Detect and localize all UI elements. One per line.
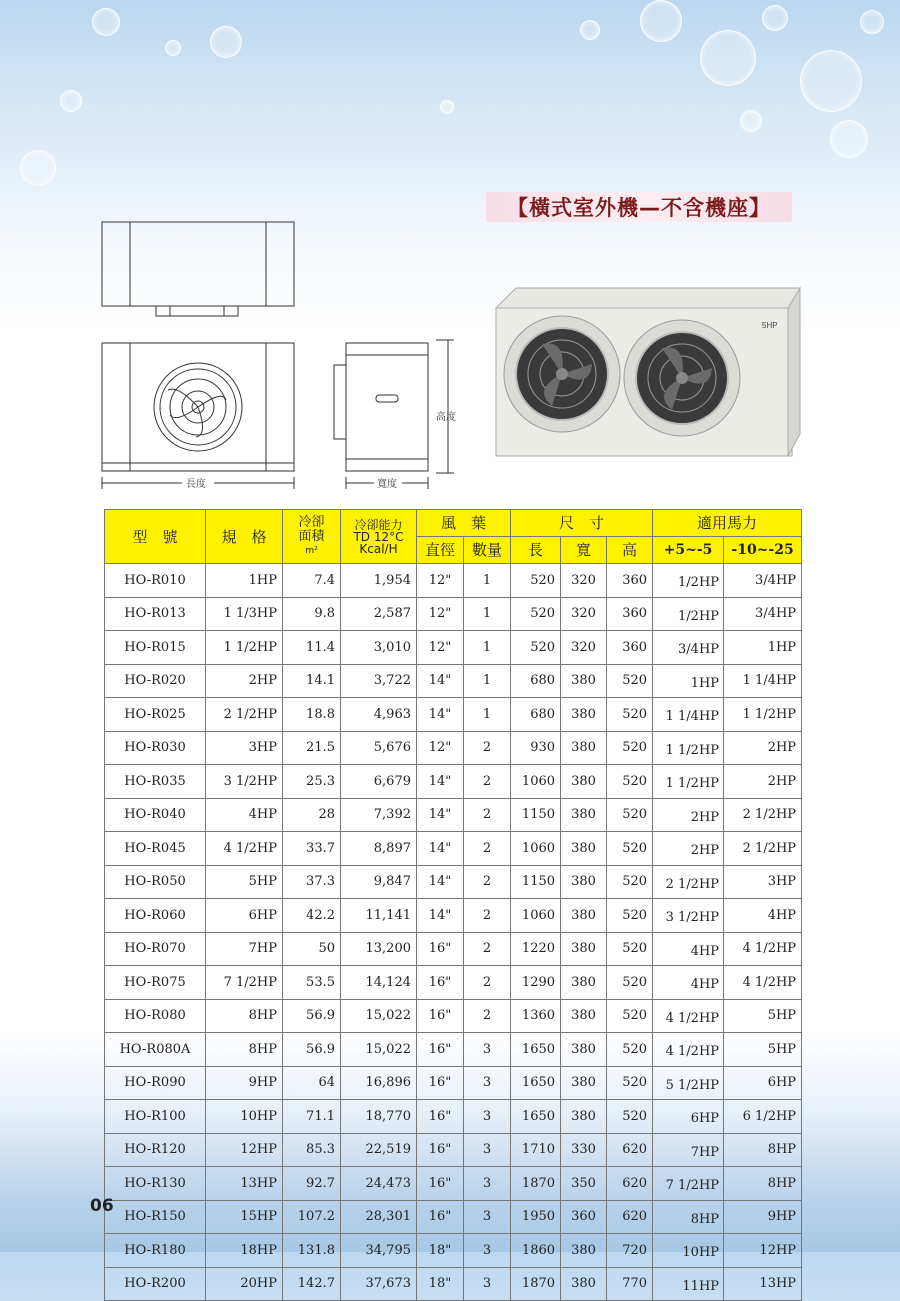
cell-fan-quantity: 3	[464, 1100, 511, 1134]
table-row	[105, 698, 802, 732]
cell-fan-diameter: 16"	[417, 1133, 464, 1167]
cell-area: 64	[283, 1066, 341, 1100]
cell-length: 1650	[511, 1100, 561, 1134]
cell-hp-range-a: 2HP	[653, 798, 724, 832]
cell-width: 330	[561, 1133, 607, 1167]
cell-model: HO-R010	[105, 564, 206, 598]
header-cap-line2: TD 12°C	[353, 529, 404, 544]
cell-hp-range-a: 1 1/4HP	[653, 698, 724, 732]
cell-capacity: 9,847	[341, 865, 417, 899]
cell-spec: 3HP	[206, 731, 283, 765]
cell-width: 380	[561, 1267, 607, 1301]
cell-spec: 4HP	[206, 798, 283, 832]
cell-hp-range-a: 4 1/2HP	[653, 999, 724, 1033]
cell-area: 92.7	[283, 1167, 341, 1201]
cell-fan-quantity: 2	[464, 832, 511, 866]
cell-hp-range-b: 9HP	[724, 1200, 802, 1234]
cell-fan-diameter: 14"	[417, 664, 464, 698]
cell-capacity: 6,679	[341, 765, 417, 799]
cell-area: 107.2	[283, 1200, 341, 1234]
cell-fan-diameter: 12"	[417, 597, 464, 631]
cell-fan-diameter: 12"	[417, 631, 464, 665]
cell-area: 85.3	[283, 1133, 341, 1167]
cell-height: 360	[607, 597, 653, 631]
product-photo	[492, 284, 804, 460]
cell-spec: 9HP	[206, 1066, 283, 1100]
cell-hp-range-a: 3/4HP	[653, 631, 724, 665]
cell-fan-quantity: 3	[464, 1200, 511, 1234]
cell-hp-range-a: 5 1/2HP	[653, 1066, 724, 1100]
cell-width: 380	[561, 664, 607, 698]
header-cap-line3: Kcal/H	[359, 541, 398, 556]
cell-length: 1150	[511, 798, 561, 832]
cell-area: 25.3	[283, 765, 341, 799]
header-capacity	[341, 510, 417, 564]
fan-right-icon	[624, 320, 740, 436]
cell-hp-range-b: 8HP	[724, 1167, 802, 1201]
page-title: 【橫式室外機—不含機座】	[486, 192, 792, 222]
cell-area: 37.3	[283, 865, 341, 899]
cell-width: 360	[561, 1200, 607, 1234]
cell-hp-range-a: 4HP	[653, 932, 724, 966]
cell-length: 930	[511, 731, 561, 765]
table-row	[105, 765, 802, 799]
cell-spec: 15HP	[206, 1200, 283, 1234]
cell-spec: 5HP	[206, 865, 283, 899]
cell-hp-range-b: 3/4HP	[724, 564, 802, 598]
cell-width: 380	[561, 1066, 607, 1100]
cell-hp-range-a: 1 1/2HP	[653, 765, 724, 799]
cell-spec: 3 1/2HP	[206, 765, 283, 799]
cell-hp-range-b: 4HP	[724, 899, 802, 933]
cell-fan-diameter: 14"	[417, 899, 464, 933]
cell-length: 520	[511, 564, 561, 598]
cell-fan-diameter: 14"	[417, 832, 464, 866]
cell-capacity: 24,473	[341, 1167, 417, 1201]
cell-area: 33.7	[283, 832, 341, 866]
table-row	[105, 966, 802, 1000]
cell-width: 350	[561, 1167, 607, 1201]
cell-model: HO-R120	[105, 1133, 206, 1167]
cell-width: 320	[561, 631, 607, 665]
height-label: 高度	[436, 412, 456, 423]
header-fan-diameter: 直徑	[417, 537, 464, 564]
cell-height: 520	[607, 832, 653, 866]
cell-height: 360	[607, 564, 653, 598]
cell-area: 14.1	[283, 664, 341, 698]
cell-hp-range-b: 4 1/2HP	[724, 932, 802, 966]
cell-fan-diameter: 18"	[417, 1267, 464, 1301]
cell-fan-quantity: 3	[464, 1167, 511, 1201]
cell-fan-quantity: 3	[464, 1033, 511, 1067]
cell-fan-diameter: 16"	[417, 999, 464, 1033]
cell-capacity: 22,519	[341, 1133, 417, 1167]
table-row	[105, 1033, 802, 1067]
cell-length: 520	[511, 597, 561, 631]
cell-capacity: 34,795	[341, 1234, 417, 1268]
cell-length: 1710	[511, 1133, 561, 1167]
cell-capacity: 8,897	[341, 832, 417, 866]
width-label: 寬度	[377, 479, 397, 490]
cell-capacity: 3,010	[341, 631, 417, 665]
cell-spec: 2 1/2HP	[206, 698, 283, 732]
cell-hp-range-a: 1/2HP	[653, 564, 724, 598]
cell-height: 520	[607, 1033, 653, 1067]
cell-area: 56.9	[283, 999, 341, 1033]
cell-hp-range-a: 3 1/2HP	[653, 899, 724, 933]
table-row	[105, 1066, 802, 1100]
cell-spec: 7HP	[206, 932, 283, 966]
table-row	[105, 564, 802, 598]
cell-model: HO-R090	[105, 1066, 206, 1100]
table-row	[105, 664, 802, 698]
cell-fan-diameter: 14"	[417, 798, 464, 832]
cell-spec: 1 1/3HP	[206, 597, 283, 631]
cell-hp-range-b: 4 1/2HP	[724, 966, 802, 1000]
cell-fan-quantity: 2	[464, 966, 511, 1000]
table-row	[105, 1133, 802, 1167]
header-size-width: 寬	[561, 537, 607, 564]
cell-height: 520	[607, 765, 653, 799]
table-row	[105, 597, 802, 631]
table-row	[105, 832, 802, 866]
cell-fan-diameter: 14"	[417, 765, 464, 799]
spec-table	[104, 509, 802, 1301]
cell-hp-range-a: 4HP	[653, 966, 724, 1000]
header-fan-quantity: 數量	[464, 537, 511, 564]
cell-width: 380	[561, 832, 607, 866]
cell-model: HO-R180	[105, 1234, 206, 1268]
cell-fan-quantity: 3	[464, 1066, 511, 1100]
cell-width: 380	[561, 1033, 607, 1067]
cell-fan-quantity: 2	[464, 731, 511, 765]
page-number: 06	[90, 1196, 114, 1216]
cell-spec: 12HP	[206, 1133, 283, 1167]
cell-hp-range-b: 6HP	[724, 1066, 802, 1100]
cell-hp-range-a: 7HP	[653, 1133, 724, 1167]
header-area-line1: 冷卻	[298, 514, 325, 530]
cell-area: 11.4	[283, 631, 341, 665]
cell-hp-range-b: 5HP	[724, 999, 802, 1033]
header-fan: 風 葉	[417, 510, 511, 537]
cell-width: 380	[561, 865, 607, 899]
cell-area: 9.8	[283, 597, 341, 631]
cell-area: 42.2	[283, 899, 341, 933]
cell-model: HO-R100	[105, 1100, 206, 1134]
spec-table-body	[105, 564, 802, 1301]
cell-fan-diameter: 16"	[417, 1066, 464, 1100]
cell-capacity: 15,022	[341, 999, 417, 1033]
cell-width: 380	[561, 765, 607, 799]
cell-spec: 1 1/2HP	[206, 631, 283, 665]
cell-height: 620	[607, 1133, 653, 1167]
cell-length: 1860	[511, 1234, 561, 1268]
cell-capacity: 3,722	[341, 664, 417, 698]
cell-length: 680	[511, 698, 561, 732]
cell-height: 520	[607, 731, 653, 765]
cell-fan-diameter: 16"	[417, 1033, 464, 1067]
cell-fan-quantity: 2	[464, 899, 511, 933]
cell-length: 1220	[511, 932, 561, 966]
cell-hp-range-b: 12HP	[724, 1234, 802, 1268]
cell-spec: 8HP	[206, 1033, 283, 1067]
cell-hp-range-a: 1 1/2HP	[653, 731, 724, 765]
fan-left-icon	[504, 316, 620, 432]
cell-spec: 1HP	[206, 564, 283, 598]
cell-width: 380	[561, 731, 607, 765]
cell-model: HO-R040	[105, 798, 206, 832]
header-hp-range-a: +5~-5	[653, 537, 724, 564]
cell-spec: 10HP	[206, 1100, 283, 1134]
cell-hp-range-b: 8HP	[724, 1133, 802, 1167]
cell-height: 520	[607, 899, 653, 933]
cell-capacity: 11,141	[341, 899, 417, 933]
cell-width: 380	[561, 698, 607, 732]
cell-length: 1060	[511, 765, 561, 799]
cell-fan-diameter: 12"	[417, 564, 464, 598]
cell-fan-diameter: 16"	[417, 932, 464, 966]
cell-model: HO-R130	[105, 1167, 206, 1201]
photo-badge: 5HP	[762, 321, 778, 330]
cell-fan-quantity: 2	[464, 999, 511, 1033]
cell-hp-range-b: 13HP	[724, 1267, 802, 1301]
cell-area: 21.5	[283, 731, 341, 765]
cell-fan-diameter: 16"	[417, 1200, 464, 1234]
cell-fan-diameter: 18"	[417, 1234, 464, 1268]
cell-capacity: 28,301	[341, 1200, 417, 1234]
header-area-unit: m²	[305, 545, 318, 556]
cell-model: HO-R070	[105, 932, 206, 966]
length-label: 長度	[186, 479, 206, 490]
table-row	[105, 798, 802, 832]
cell-fan-quantity: 3	[464, 1133, 511, 1167]
cell-model: HO-R080	[105, 999, 206, 1033]
cell-model: HO-R150	[105, 1200, 206, 1234]
cell-length: 1650	[511, 1066, 561, 1100]
cell-width: 380	[561, 798, 607, 832]
cell-hp-range-b: 5HP	[724, 1033, 802, 1067]
cell-capacity: 16,896	[341, 1066, 417, 1100]
table-row	[105, 865, 802, 899]
cell-hp-range-a: 2 1/2HP	[653, 865, 724, 899]
cell-spec: 2HP	[206, 664, 283, 698]
cell-capacity: 13,200	[341, 932, 417, 966]
cell-model: HO-R015	[105, 631, 206, 665]
cell-model: HO-R045	[105, 832, 206, 866]
header-size-length: 長	[511, 537, 561, 564]
cell-model: HO-R025	[105, 698, 206, 732]
cell-hp-range-b: 1 1/2HP	[724, 698, 802, 732]
cell-width: 380	[561, 1100, 607, 1134]
header-area	[283, 510, 341, 564]
cell-hp-range-a: 6HP	[653, 1100, 724, 1134]
cell-area: 142.7	[283, 1267, 341, 1301]
cell-model: HO-R030	[105, 731, 206, 765]
cell-hp-range-a: 8HP	[653, 1200, 724, 1234]
cell-length: 520	[511, 631, 561, 665]
table-row	[105, 1100, 802, 1134]
cell-spec: 18HP	[206, 1234, 283, 1268]
cell-fan-quantity: 1	[464, 631, 511, 665]
cell-hp-range-a: 11HP	[653, 1267, 724, 1301]
header-size-height: 高	[607, 537, 653, 564]
cell-height: 520	[607, 698, 653, 732]
cell-spec: 6HP	[206, 899, 283, 933]
cell-height: 360	[607, 631, 653, 665]
header-model: 型 號	[105, 510, 206, 564]
cell-fan-quantity: 1	[464, 597, 511, 631]
cell-area: 50	[283, 932, 341, 966]
table-row	[105, 1200, 802, 1234]
cell-model: HO-R013	[105, 597, 206, 631]
cell-hp-range-a: 10HP	[653, 1234, 724, 1268]
dimension-drawings	[98, 215, 468, 495]
cell-fan-quantity: 3	[464, 1234, 511, 1268]
cell-length: 1060	[511, 899, 561, 933]
cell-height: 520	[607, 664, 653, 698]
cell-fan-quantity: 2	[464, 798, 511, 832]
cell-fan-quantity: 2	[464, 765, 511, 799]
cell-capacity: 2,587	[341, 597, 417, 631]
cell-model: HO-R080A	[105, 1033, 206, 1067]
header-spec: 規 格	[206, 510, 283, 564]
cell-hp-range-b: 3/4HP	[724, 597, 802, 631]
cell-area: 56.9	[283, 1033, 341, 1067]
cell-hp-range-b: 6 1/2HP	[724, 1100, 802, 1134]
cell-hp-range-b: 2HP	[724, 731, 802, 765]
cell-height: 520	[607, 1066, 653, 1100]
cell-width: 380	[561, 899, 607, 933]
cell-area: 131.8	[283, 1234, 341, 1268]
cell-area: 28	[283, 798, 341, 832]
cell-fan-quantity: 2	[464, 865, 511, 899]
cell-model: HO-R020	[105, 664, 206, 698]
header-hp: 適用馬力	[653, 510, 802, 537]
cell-fan-quantity: 1	[464, 664, 511, 698]
cell-fan-diameter: 16"	[417, 1167, 464, 1201]
cell-capacity: 5,676	[341, 731, 417, 765]
cell-width: 380	[561, 932, 607, 966]
table-row	[105, 899, 802, 933]
header-cap-line1: 冷卻能力	[354, 517, 403, 532]
cell-model: HO-R200	[105, 1267, 206, 1301]
cell-length: 1870	[511, 1267, 561, 1301]
cell-hp-range-a: 1HP	[653, 664, 724, 698]
cell-fan-quantity: 3	[464, 1267, 511, 1301]
cell-capacity: 15,022	[341, 1033, 417, 1067]
cell-length: 680	[511, 664, 561, 698]
cell-spec: 13HP	[206, 1167, 283, 1201]
table-row	[105, 1234, 802, 1268]
cell-area: 7.4	[283, 564, 341, 598]
cell-hp-range-b: 1HP	[724, 631, 802, 665]
cell-capacity: 14,124	[341, 966, 417, 1000]
cell-model: HO-R075	[105, 966, 206, 1000]
header-size: 尺 寸	[511, 510, 653, 537]
table-row	[105, 999, 802, 1033]
table-row	[105, 731, 802, 765]
cell-hp-range-a: 1/2HP	[653, 597, 724, 631]
cell-area: 18.8	[283, 698, 341, 732]
cell-height: 720	[607, 1234, 653, 1268]
cell-fan-diameter: 14"	[417, 698, 464, 732]
cell-height: 620	[607, 1200, 653, 1234]
cell-fan-diameter: 16"	[417, 966, 464, 1000]
cell-fan-quantity: 2	[464, 932, 511, 966]
cell-width: 380	[561, 1234, 607, 1268]
cell-hp-range-b: 3HP	[724, 865, 802, 899]
table-row	[105, 631, 802, 665]
cell-length: 1290	[511, 966, 561, 1000]
table-row	[105, 932, 802, 966]
cell-capacity: 7,392	[341, 798, 417, 832]
cell-capacity: 18,770	[341, 1100, 417, 1134]
cell-spec: 4 1/2HP	[206, 832, 283, 866]
cell-length: 1060	[511, 832, 561, 866]
cell-width: 380	[561, 966, 607, 1000]
cell-model: HO-R050	[105, 865, 206, 899]
cell-model: HO-R035	[105, 765, 206, 799]
cell-height: 520	[607, 999, 653, 1033]
cell-capacity: 4,963	[341, 698, 417, 732]
cell-length: 1950	[511, 1200, 561, 1234]
cell-hp-range-b: 2 1/2HP	[724, 798, 802, 832]
cell-width: 320	[561, 564, 607, 598]
cell-hp-range-a: 7 1/2HP	[653, 1167, 724, 1201]
cell-capacity: 1,954	[341, 564, 417, 598]
cell-fan-diameter: 14"	[417, 865, 464, 899]
cell-fan-quantity: 1	[464, 564, 511, 598]
cell-width: 320	[561, 597, 607, 631]
header-hp-range-b: -10~-25	[724, 537, 802, 564]
cell-length: 1360	[511, 999, 561, 1033]
cell-fan-quantity: 1	[464, 698, 511, 732]
cell-hp-range-a: 4 1/2HP	[653, 1033, 724, 1067]
cell-height: 770	[607, 1267, 653, 1301]
cell-height: 520	[607, 798, 653, 832]
cell-length: 1870	[511, 1167, 561, 1201]
table-row	[105, 1267, 802, 1301]
cell-hp-range-b: 1 1/4HP	[724, 664, 802, 698]
cell-height: 520	[607, 932, 653, 966]
cell-width: 380	[561, 999, 607, 1033]
cell-spec: 7 1/2HP	[206, 966, 283, 1000]
cell-model: HO-R060	[105, 899, 206, 933]
cell-fan-diameter: 12"	[417, 731, 464, 765]
cell-height: 520	[607, 865, 653, 899]
cell-spec: 8HP	[206, 999, 283, 1033]
cell-length: 1650	[511, 1033, 561, 1067]
cell-spec: 20HP	[206, 1267, 283, 1301]
cell-capacity: 37,673	[341, 1267, 417, 1301]
cell-area: 71.1	[283, 1100, 341, 1134]
cell-height: 620	[607, 1167, 653, 1201]
table-row	[105, 1167, 802, 1201]
cell-length: 1150	[511, 865, 561, 899]
cell-area: 53.5	[283, 966, 341, 1000]
cell-height: 520	[607, 1100, 653, 1134]
header-area-line2: 面積	[298, 528, 325, 544]
cell-hp-range-b: 2HP	[724, 765, 802, 799]
cell-fan-diameter: 16"	[417, 1100, 464, 1134]
cell-hp-range-a: 2HP	[653, 832, 724, 866]
cell-height: 520	[607, 966, 653, 1000]
cell-hp-range-b: 2 1/2HP	[724, 832, 802, 866]
